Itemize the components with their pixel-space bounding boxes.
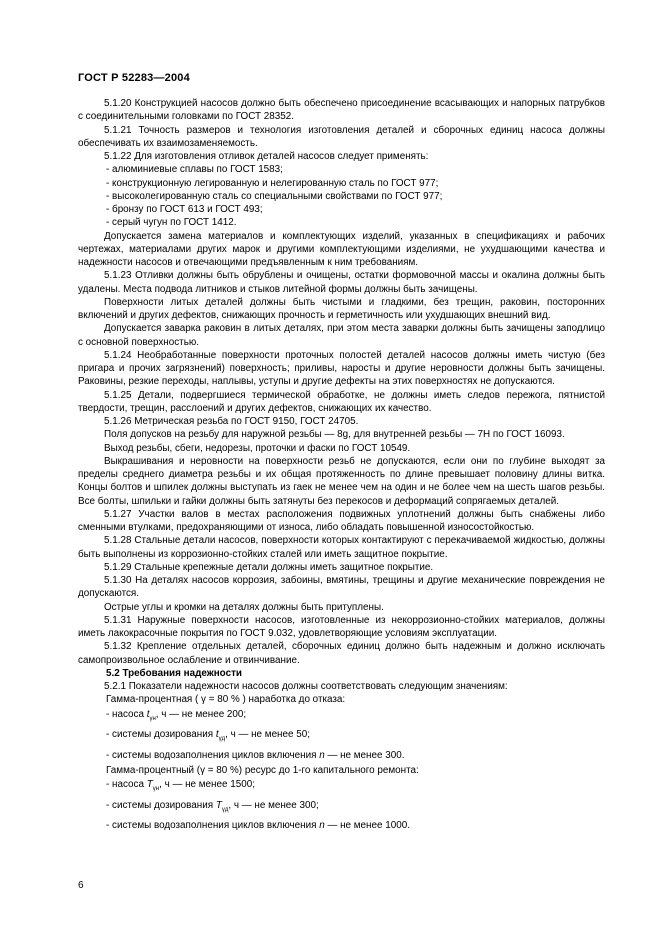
paragraph: 5.1.23 Отливки должны быть обрублены и очищены, остатки формовочной массы и окалина должны быть удалены. Места подвода литников и стыков литейной формы должны быть зачищены. xyxy=(78,270,605,295)
list-item: - алюминиевые сплавы по ГОСТ 1583; xyxy=(106,164,283,176)
paragraph: 5.1.26 Метрическая резьба по ГОСТ 9150, ГОСТ 24705. xyxy=(104,416,359,427)
variable-subscript: γн xyxy=(152,786,160,793)
paragraph: 5.1.20 Конструкцией насосов должно быть обеспечено присоединение всасывающих и напорных патрубков с соединительными головками по ГОСТ 28352. xyxy=(78,98,605,123)
reliability-list-resource xyxy=(78,777,605,835)
document-header: ГОСТ Р 52283—2004 xyxy=(78,72,190,84)
variable-symbol: t xyxy=(146,708,150,720)
page-number: 6 xyxy=(78,880,84,891)
paragraph: 5.1.29 Стальные крепежные детали должны иметь защитное покрытие. xyxy=(104,561,434,573)
paragraph: Выкрашивания и неровности на поверхности резьб не допускаются, если они по глубине выходят за пределы среднего диаметра резьбы и их общая протяженность по длине превышает половину длины витка. Концы болтов и шпилек должны выступать из гаек не менее чем на один и не более чем на шесть шагов резьбы. Все болты, шпильки и гайки должны быть затянуты без перекосов и деформаций сопрягаемых деталей. xyxy=(78,455,605,507)
list-item-text: — не менее 1000. xyxy=(324,820,410,832)
list-item: - высоколегированную сталь со специальными свойствами по ГОСТ 977; xyxy=(106,190,443,202)
page-body xyxy=(78,97,605,835)
variable-subscript: γд xyxy=(218,736,226,742)
list-item: - конструкционную легированную и нелегированную сталь по ГОСТ 977; xyxy=(106,177,439,189)
list-item xyxy=(78,727,605,748)
paragraph: 5.1.22 Для изготовления отливок деталей насосов следует применять: xyxy=(104,151,429,162)
list-item-text: , ч — не менее 300; xyxy=(228,799,319,811)
variable-symbol: n xyxy=(319,749,325,761)
paragraph: Поверхности литых деталей должны быть чистыми и гладкими, без трещин, раковин, посторонних включений и других дефектов, снижающих прочность и герметичность или ухудшающих внешний вид. xyxy=(78,296,605,321)
list-item-text: , ч — не менее 50; xyxy=(225,729,310,740)
paragraph: 5.1.32 Крепление отдельных деталей, сборочных единиц должно быть надежным и должно исключать самопроизвольное ослабление и отвинчивание. xyxy=(78,641,605,666)
reliability-list-failure xyxy=(78,707,605,765)
paragraph: 5.1.24 Необработанные поверхности проточных полостей деталей насосов должны иметь чистую (без пригара и прочих загрязнений) поверхность; приливы, наросты и другие неровности должны быть зачищены. Раковины, резкие переходы, наплывы, уступы и другие дефекты на этих поверхностях не допускаются. xyxy=(78,349,605,388)
paragraph: Выход резьбы, сбеги, недорезы, проточки и фаски по ГОСТ 10549. xyxy=(104,442,411,454)
paragraph: 5.1.27 Участки валов в местах расположения подвижных уплотнений должны быть снабжены либо сменными втулками, предохраняющими от износа, либо обладать повышенной износостойкостью. xyxy=(78,508,605,533)
paragraph: 5.1.21 Точность размеров и технология изготовления деталей и сборочных единиц насоса должны обеспечивать их взаимозаменяемость. xyxy=(78,124,605,149)
paragraph: 5.1.28 Стальные детали насосов, поверхности которых контактируют с перекачиваемой жидкостью, должны быть выполнены из коррозионно-стойких сталей или иметь защитное покрытие. xyxy=(78,535,605,560)
list-item-text: , ч — не менее 200; xyxy=(155,708,247,720)
list-item xyxy=(78,777,605,798)
paragraph: Поля допусков на резьбу для наружной резьбы — 8g, для внутренней резьбы — 7H по ГОСТ 16093. xyxy=(104,429,565,441)
paragraph: 5.1.31 Наружные поверхности насосов, изготовленные из некоррозионно-стойких материалов, должны иметь лакокрасочные покрытия по ГОСТ 9.032, удовлетворяющие условиям эксплуатации. xyxy=(78,614,605,639)
list-item-text: — не менее 300. xyxy=(324,749,405,761)
paragraph: Допускается заварка раковин в литых деталях, при этом места заварки должны быть зачищены заподлицо с основной поверхностью. xyxy=(78,323,605,348)
section-heading: 5.2 Требования надежности xyxy=(106,667,242,679)
list-item xyxy=(78,818,605,835)
variable-symbol: T xyxy=(215,799,222,811)
variable-symbol: t xyxy=(215,729,219,740)
paragraph: 5.2.1 Показатели надежности насосов должны соответствовать следующим значениям: xyxy=(104,681,508,692)
list-item-text: - насоса xyxy=(106,779,147,791)
variable-subscript: γд xyxy=(221,806,229,813)
list-item: - серый чугун по ГОСТ 1412. xyxy=(106,217,237,229)
list-item-text: - системы водозаполнения циклов включения xyxy=(106,820,320,832)
paragraph: 5.1.30 На деталях насосов коррозия, забоины, вмятины, трещины и другие механические повреждения не допускаются. xyxy=(78,575,605,600)
paragraph: 5.1.25 Детали, подвергшиеся термической обработке, не должны иметь следов пережога, пятнистой твердости, трещин, расслоений и других дефектов, снижающих их качество. xyxy=(78,389,605,414)
list-item xyxy=(78,798,605,819)
variable-symbol: n xyxy=(319,820,325,832)
list-heading: Гамма-процентная ( γ = 80 % ) наработка до отказа: xyxy=(106,694,346,706)
list-item-text: - системы дозирования xyxy=(106,729,216,740)
list-item-text: , ч — не менее 1500; xyxy=(159,779,255,791)
list-item-text: - насоса xyxy=(106,708,147,720)
variable-subscript: γн xyxy=(149,715,156,722)
list-item xyxy=(78,707,605,728)
paragraph: Допускается замена материалов и комплектующих изделий, указанных в спецификациях и рабочих чертежах, материалами других марок и другими комплектующими изделиями, не ухудшающими качества и надежности насосов и отвечающими предъявленным к ним требованиям. xyxy=(78,230,605,268)
list-heading: Гамма-процентный (γ = 80 %) ресурс до 1-го капитального ремонта: xyxy=(106,765,419,776)
list-item xyxy=(78,748,605,765)
variable-symbol: T xyxy=(146,779,153,791)
paragraph: Острые углы и кромки на деталях должны быть притуплены. xyxy=(104,601,384,613)
list-item-text: - системы дозирования xyxy=(106,799,216,811)
list-item-text: - системы водозаполнения циклов включения xyxy=(106,749,320,761)
list-item: - бронзу по ГОСТ 613 и ГОСТ 493; xyxy=(106,204,263,215)
